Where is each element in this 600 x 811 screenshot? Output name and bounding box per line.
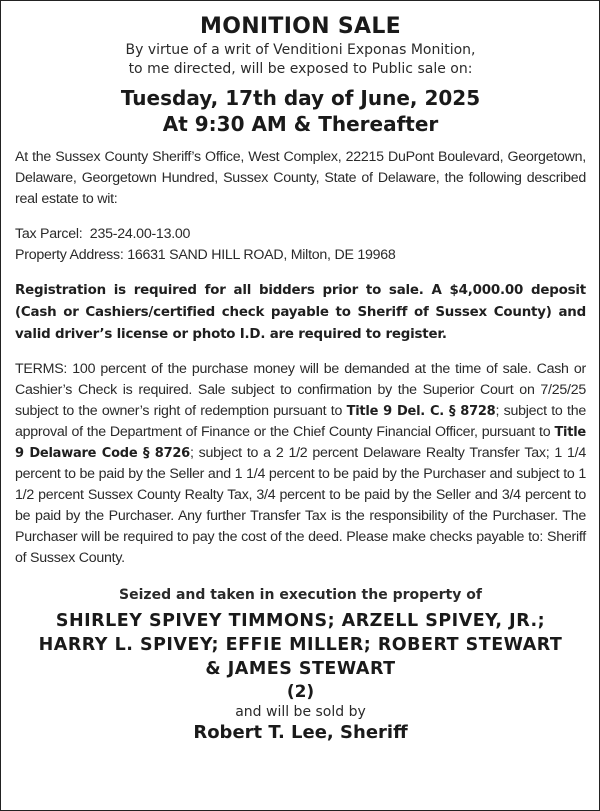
statute-reference-8726: Title 9 Delaware Code § 8726 — [15, 425, 586, 461]
registration-requirements: Registration is required for all bidders prior to sale. A $4,000.00 deposit (Cash or Cashiers/certified check payable to Sheriff of Sussex County) and valid driver’s license or photo I.D. are required to register. — [15, 283, 586, 342]
owners-line-2: HARRY L. SPIVEY; EFFIE MILLER; ROBERT STEWART — [38, 635, 563, 655]
owners-line-3: & JAMES STEWART — [205, 659, 396, 679]
seized-line: Seized and taken in execution the property of — [119, 587, 482, 603]
property-details — [15, 224, 586, 266]
tax-parcel: Tax Parcel: 235-24.00-13.00 — [15, 226, 191, 242]
statute-reference-8728: Title 9 Del. C. § 8728 — [346, 404, 496, 419]
terms-text-1: TERMS: 100 percent of the purchase money will be demanded at the time of sale. Cash or Cashier’s Check is required. Sale subject to confirmation by the Superior Court on 7/25/25 subject to the owner’s right of redemption pursuant to — [15, 361, 586, 419]
property-owners — [15, 609, 586, 681]
sale-date-line: Tuesday, 17th day of June, 2025 — [120, 86, 481, 110]
property-address: Property Address: 16631 SAND HILL ROAD, Milton, DE 19968 — [15, 247, 396, 263]
notice-title: MONITION SALE — [200, 14, 401, 39]
intro-line-2: to me directed, will be exposed to Public sale on: — [128, 61, 473, 77]
location-paragraph: At the Sussex County Sheriff’s Office, West Complex, 22215 DuPont Boulevard, Georgetown, Delaware, Georgetown Hundred, Sussex County, State of Delaware, the following described real estate to wit: — [15, 149, 586, 207]
intro-text — [15, 41, 586, 79]
sale-date — [15, 85, 586, 137]
intro-line-1: By virtue of a writ of Venditioni Exponas Monition, — [125, 42, 476, 58]
sale-time-line: At 9:30 AM & Thereafter — [162, 112, 439, 136]
sold-by-line: and will be sold by — [235, 704, 366, 720]
terms-text-3: ; subject to a 2 1/2 percent Delaware Realty Transfer Tax; 1 1/4 percent to be paid by the Seller and 1 1/4 percent to be paid by the Purchaser and subject to 1 1/2 percent Sussex County Realty Tax, 3/4 percent to be paid by the Seller and 3/4 percent to be paid by the Purchaser. Any further Transfer Tax is the responsibility of the Purchaser. The Purchaser will be required to pay the cost of the deed. Please make checks payable to: Sheriff of Sussex County. — [15, 445, 586, 566]
owners-line-1: SHIRLEY SPIVEY TIMMONS; ARZELL SPIVEY, JR.; — [55, 611, 546, 631]
terms-text-2: ; subject to the approval of the Department of Finance or the Chief County Financial Officer, pursuant to — [15, 403, 586, 440]
terms-paragraph — [15, 359, 586, 569]
notice-count: (2) — [286, 682, 315, 702]
sheriff-name: Robert T. Lee, Sheriff — [193, 722, 408, 743]
